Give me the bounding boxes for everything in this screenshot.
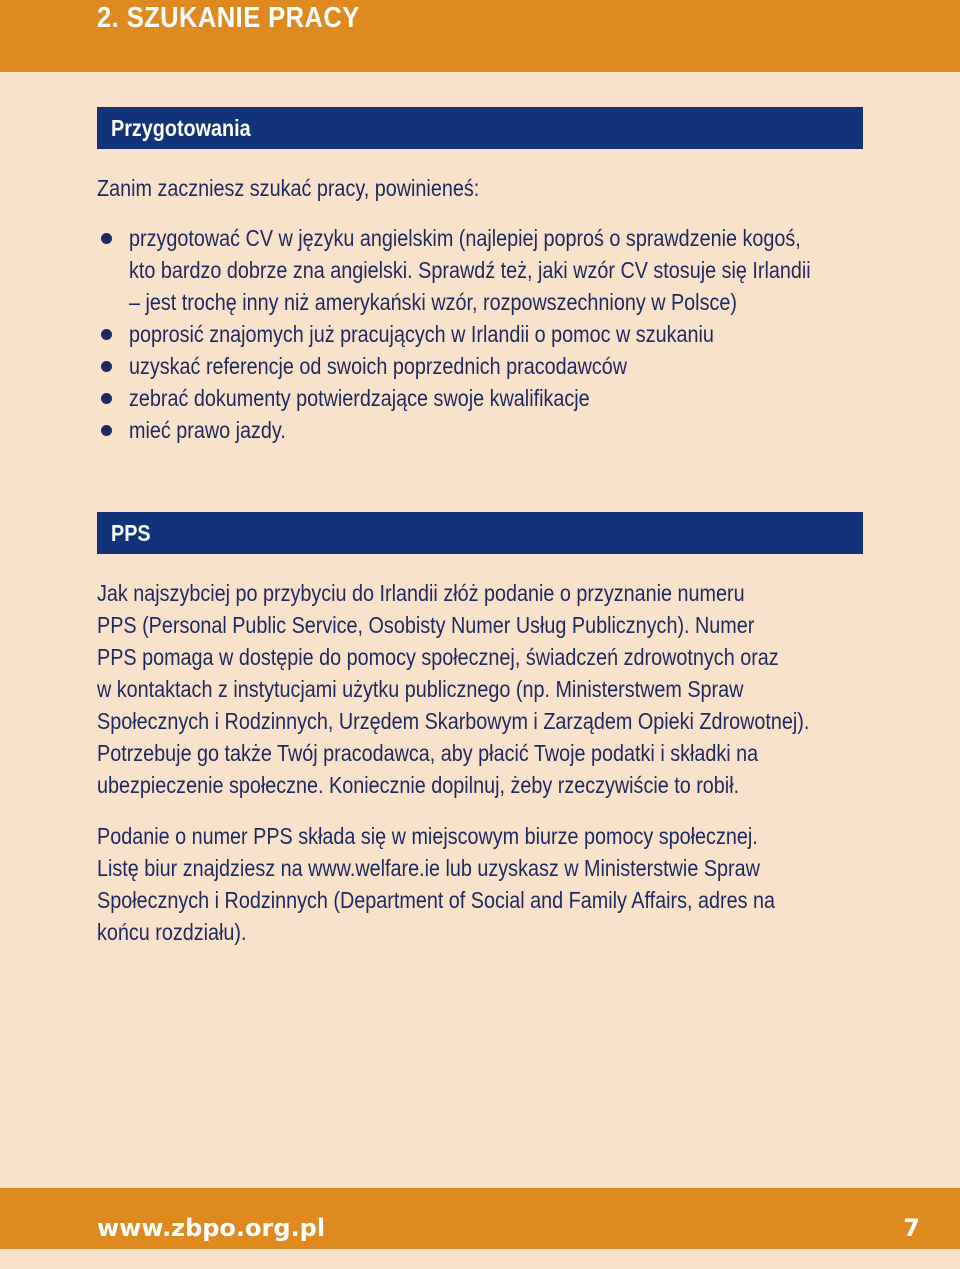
list-item-text: kto bardzo dobrze zna angielski. Sprawdź też, jaki wzór CV stosuje się Irlandii [129,257,811,283]
paragraph-line: PPS (Personal Public Service, Osobisty Numer Usług Publicznych). Numer [97,612,755,638]
list-item-text: uzyskać referencje od swoich poprzednich pracodawców [129,353,628,379]
paragraph-line: Potrzebuje go także Twój pracodawca, aby płacić Twoje podatki i składki na [97,740,759,766]
preparation-intro: Zanim zaczniesz szukać pracy, powinieneś: [97,175,480,201]
bullet-dot-icon [101,393,112,404]
list-item-text: mieć prawo jazdy. [129,417,286,443]
paragraph-line: Podanie o numer PPS składa się w miejscowym biurze pomocy społecznej. [97,823,758,849]
paragraph-line: końcu rozdziału). [97,919,247,945]
list-item [97,382,877,414]
list-item [97,350,877,382]
list-item-text: – jest trochę inny niż amerykański wzór, rozpowszechniony w Polsce) [129,289,737,315]
paragraph-line: Jak najszybciej po przybyciu do Irlandii złóż podanie o przyznanie numeru [97,580,745,606]
list-item [97,414,877,446]
section-header-preparation [97,107,863,149]
paragraph-line: PPS pomaga w dostępie do pomocy społecznej, świadczeń zdrowotnych oraz [97,644,779,670]
section-header-pps [97,512,863,554]
pps-paragraph-1 [97,577,877,801]
list-item-text: przygotować CV w języku angielskim (najlepiej poproś o sprawdzenie kogoś, [129,225,801,251]
paragraph-line: Społecznych i Rodzinnych, Urzędem Skarbowym i Zarządem Opieki Zdrowotnej). [97,708,810,734]
list-item-text: zebrać dokumenty potwierdzające swoje kwalifikacje [129,385,590,411]
bullet-dot-icon [101,233,112,244]
page-number: 7 [903,1214,920,1242]
list-item [97,222,877,318]
pps-paragraph-2 [97,820,877,948]
header-bar [0,0,960,72]
list-item-text: poprosić znajomych już pracujących w Irlandii o pomoc w szukaniu [129,321,714,347]
paragraph-line: w kontaktach z instytucjami użytku publicznego (np. Ministerstwem Spraw [97,676,744,702]
paragraph-line: Listę biur znajdziesz na www.welfare.ie lub uzyskasz w Ministerstwie Spraw [97,855,760,881]
chapter-title: 2. SZUKANIE PRACY [97,2,360,34]
preparation-intro-block [97,172,877,204]
section-title-pps: PPS [111,520,151,546]
preparation-checklist [97,222,877,446]
footer-bar [0,1188,960,1249]
section-title-preparation: Przygotowania [111,115,251,141]
paragraph-line: ubezpieczenie społeczne. Koniecznie dopilnuj, żeby rzeczywiście to robił. [97,772,740,798]
bullet-dot-icon [101,425,112,436]
paragraph-line: Społecznych i Rodzinnych (Department of Social and Family Affairs, adres na [97,887,775,913]
list-item [97,318,877,350]
bullet-dot-icon [101,329,112,340]
bullet-dot-icon [101,361,112,372]
footer-url: www.zbpo.org.pl [97,1214,326,1242]
